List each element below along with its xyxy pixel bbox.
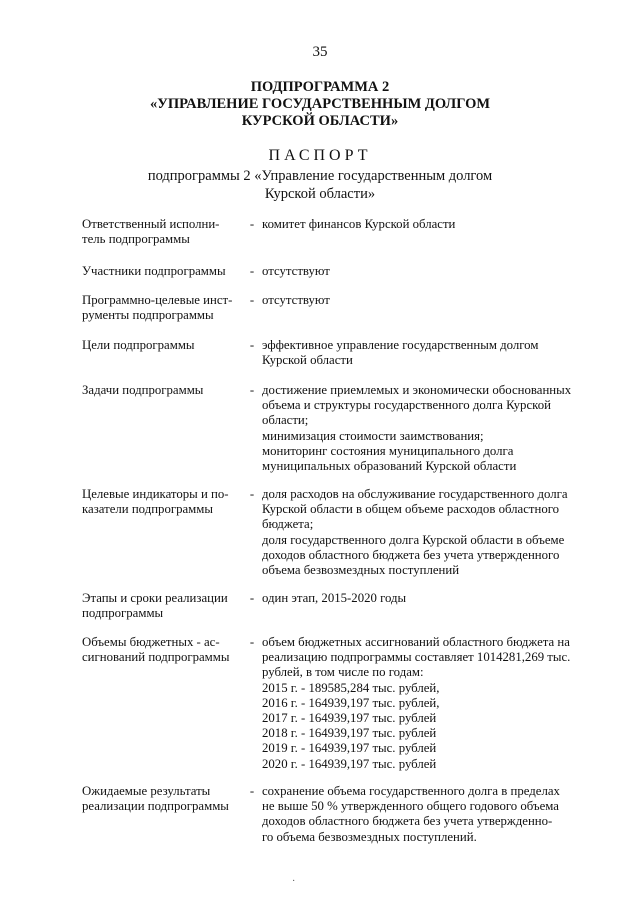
value-line: 2015 г. - 189585,284 тыс. рублей,	[262, 680, 440, 695]
value-line: один этап, 2015-2020 годы	[262, 591, 407, 605]
value-line: 2017 г. - 164939,197 тыс. рублей	[262, 711, 437, 726]
value-line: минимизация стоимости заимствования;	[262, 428, 484, 443]
page-number: 35	[312, 44, 328, 60]
value-line: 2019 г. - 164939,197 тыс. рублей	[262, 741, 437, 756]
value-line: доля государственного долга Курской области в объеме	[262, 532, 565, 547]
row-label	[82, 487, 242, 517]
row-value	[262, 383, 577, 474]
value-line: комитет финансов Курской области	[262, 217, 456, 231]
row-value	[262, 338, 577, 368]
value-line: объема безвозмездных поступлений	[262, 563, 460, 578]
label-line: Ожидаемые результаты	[82, 784, 211, 798]
value-line: 2018 г. - 164939,197 тыс. рублей	[262, 726, 437, 741]
row-label	[82, 264, 242, 279]
scan-speck: ·	[292, 876, 296, 887]
row-label	[82, 383, 242, 398]
value-line: объем бюджетных ассигнований областного бюджета на	[262, 635, 570, 649]
value-line: реализацию подпрограммы составляет 1014281,269 тыс.	[262, 650, 571, 665]
row-value	[262, 217, 577, 232]
row-dash: -	[249, 635, 255, 649]
value-line: мониторинг состояния муниципального долга	[262, 443, 514, 458]
label-line: Объемы бюджетных - ас-	[82, 635, 220, 649]
row-dash: -	[249, 264, 255, 278]
label-line: рументы подпрограммы	[82, 308, 214, 323]
label-line: казатели подпрограммы	[82, 502, 213, 517]
value-line: бюджета;	[262, 517, 314, 532]
value-line: достижение приемлемых и экономически обоснованных	[262, 383, 572, 397]
passport-subtitle-line: Курской области»	[264, 186, 376, 202]
value-line: го объема безвозмездных поступлений.	[262, 829, 477, 844]
row-value	[262, 487, 577, 578]
row-dash: -	[249, 383, 255, 397]
row-value	[262, 293, 577, 308]
value-line: объема и структуры государственного долга Курской	[262, 398, 551, 413]
subprogram-title	[0, 79, 640, 130]
label-line: Цели подпрограммы	[82, 338, 195, 352]
row-dash: -	[249, 338, 255, 352]
value-line: доходов областного бюджета без учета утвержденно-	[262, 814, 553, 829]
title-line: КУРСКОЙ ОБЛАСТИ»	[241, 113, 399, 129]
row-dash: -	[249, 591, 255, 605]
row-dash: -	[249, 784, 255, 798]
row-value	[262, 784, 577, 845]
row-value	[262, 635, 577, 772]
row-dash: -	[249, 217, 255, 231]
value-line: 2020 г. - 164939,197 тыс. рублей	[262, 756, 437, 771]
value-line: отсутствуют	[262, 264, 330, 278]
row-value	[262, 591, 577, 606]
label-line: тель подпрограммы	[82, 232, 190, 247]
label-line: Этапы и сроки реализации	[82, 591, 228, 605]
row-label	[82, 293, 242, 323]
value-line: области;	[262, 413, 309, 428]
value-line: Курской области	[262, 353, 353, 368]
value-line: 2016 г. - 164939,197 тыс. рублей,	[262, 695, 440, 710]
row-label	[82, 591, 242, 621]
value-line: рублей, в том числе по годам:	[262, 665, 424, 680]
row-label	[82, 217, 242, 247]
value-line: сохранение объема государственного долга в пределах	[262, 784, 560, 798]
row-label	[82, 338, 242, 353]
value-line: эффективное управление государственным долгом	[262, 338, 539, 352]
row-label	[82, 635, 242, 665]
value-line: доходов областного бюджета без учета утвержденного	[262, 547, 560, 562]
title-line: ПОДПРОГРАММА 2	[250, 79, 390, 95]
value-line: муниципальных образований Курской области	[262, 459, 517, 474]
row-label	[82, 784, 242, 814]
label-line: подпрограммы	[82, 606, 164, 621]
title-line: «УПРАВЛЕНИЕ ГОСУДАРСТВЕННЫМ ДОЛГОМ	[149, 96, 491, 112]
row-dash: -	[249, 293, 255, 307]
label-line: сигнований подпрограммы	[82, 650, 230, 665]
value-line: отсутствуют	[262, 293, 330, 307]
label-line: Целевые индикаторы и по-	[82, 487, 229, 501]
row-dash: -	[249, 487, 255, 501]
value-line: доля расходов на обслуживание государственного долга	[262, 487, 568, 501]
passport-subtitle	[0, 167, 640, 203]
value-line: не выше 50 % утвержденного общего годового объема	[262, 799, 559, 814]
passport-subtitle-line: подпрограммы 2 «Управление государственным долгом	[147, 168, 493, 184]
value-line: Курской области в общем объеме расходов областного	[262, 502, 560, 517]
label-line: Программно-целевые инст-	[82, 293, 233, 307]
row-value	[262, 264, 577, 279]
label-line: Задачи подпрограммы	[82, 383, 204, 397]
label-line: Участники подпрограммы	[82, 264, 226, 278]
label-line: Ответственный исполни-	[82, 217, 220, 231]
passport-heading: ПАСПОРТ	[268, 147, 372, 164]
label-line: реализации подпрограммы	[82, 799, 229, 814]
